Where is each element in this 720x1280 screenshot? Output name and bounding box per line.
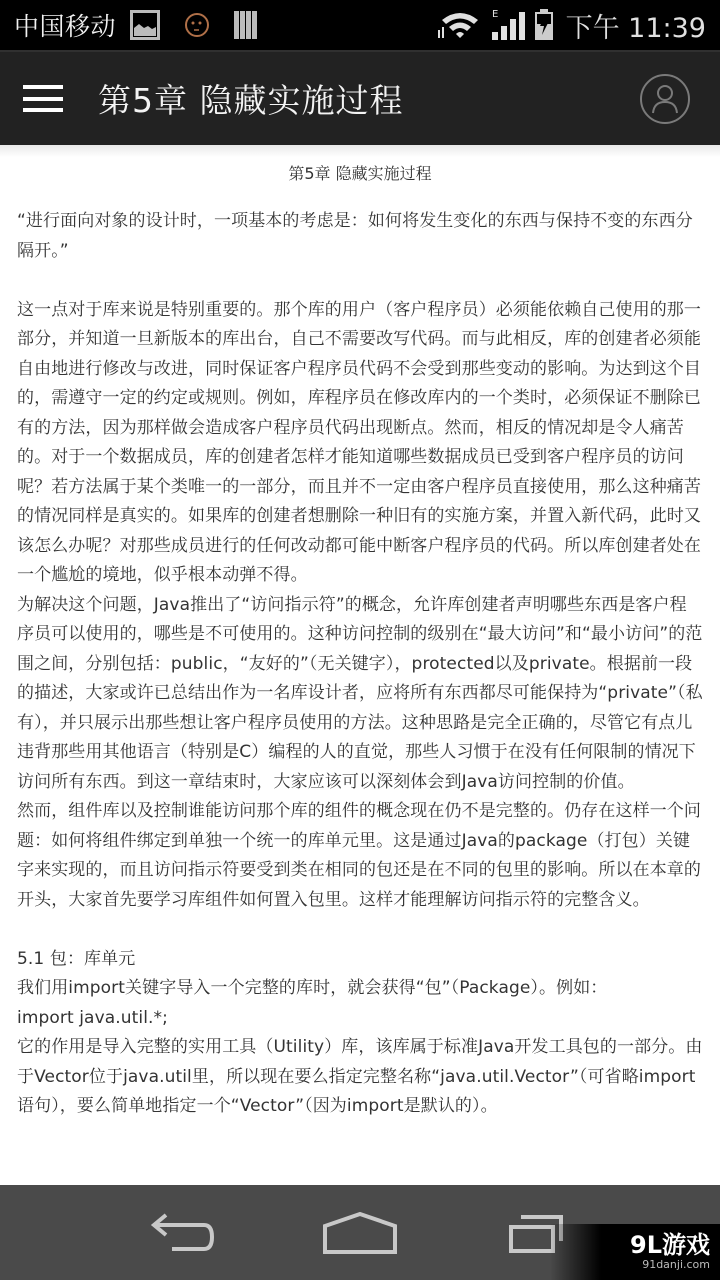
chapter-heading: 第5章 隐藏实施过程 bbox=[288, 164, 432, 183]
status-bar bbox=[0, 0, 720, 50]
user-icon bbox=[650, 83, 680, 115]
back-icon bbox=[148, 1211, 218, 1255]
blank-line bbox=[17, 915, 703, 945]
code-line-import: import java.util.*; bbox=[17, 1007, 168, 1028]
home-icon bbox=[322, 1212, 398, 1254]
page-title: 第5章 隐藏实施过程 bbox=[98, 81, 404, 120]
status-right bbox=[438, 6, 706, 45]
paragraph-utility: 它的作用是导入完整的实用工具（Utility）库，该库属于标准Java开发工具包的一部分。由于Vector位于java.util里，所以现在要么指定完整名称“java.util.Vector”（可省略import语句），要么简单地指定一个“Vector”（因为import是默认的）。 bbox=[17, 1037, 703, 1116]
blank-line bbox=[17, 266, 703, 296]
signal-e-icon bbox=[490, 8, 526, 42]
paragraph-quote: “进行面向对象的设计时，一项基本的考虑是：如何将发生变化的东西与保持不变的东西分隔开。” bbox=[17, 211, 693, 261]
watermark-logo: 9L游戏 bbox=[630, 1231, 710, 1259]
profile-button[interactable] bbox=[640, 74, 690, 124]
barcode-icon bbox=[234, 10, 258, 40]
wifi-icon bbox=[438, 10, 482, 40]
gallery-icon bbox=[130, 10, 160, 40]
back-button[interactable] bbox=[138, 1203, 228, 1263]
article-content[interactable] bbox=[0, 145, 720, 1185]
paragraph-access-specifiers: 为解决这个问题，Java推出了“访问指示符”的概念，允许库创建者声明哪些东西是客户程序员可以使用的，哪些是不可使用的。这种访问控制的级别在“最大访问”和“最小访问”的范围之间，分别包括：public，“友好的”（无关键字），protected以及private。根据前一段的描述，大家或许已总结出作为一名库设计者，应将所有东西都尽可能保持为“private”（私有），并只展示出那些想让客户程序员使用的方法。这种思路是完全正确的，尽管它有点儿违背那些用其他语言（特别是C）编程的人的直觉，那些人习惯于在没有任何限制的情况下访问所有东西。到这一章结束时，大家应该可以深刻体会到Java访问控制的价值。 bbox=[17, 594, 703, 792]
status-left bbox=[14, 7, 258, 43]
hamburger-icon bbox=[23, 85, 63, 112]
app-bar bbox=[0, 50, 720, 145]
section-heading-5-1: 5.1 包：库单元 bbox=[17, 948, 136, 969]
paragraph-library-importance: 这一点对于库来说是特别重要的。那个库的用户（客户程序员）必须能依赖自己使用的那一部分，并知道一旦新版本的库出台，自己不需要改写代码。而与此相反，库的创建者必须能自由地进行修改与改进，同时保证客户程序员代码不会受到那些变动的影响。为达到这个目的，需遵守一定的约定或规则。例如，库程序员在修改库内的一个类时，必须保证不删除已有的方法，因为那样做会造成客户程序员代码出现断点。然而，相反的情况却是令人痛苦的。对于一个数据成员，库的创建者怎样才能知道哪些数据成员已受到客户程序员的访问呢？若方法属于某个类唯一的一部分，而且并不一定由客户程序员直接使用，那么这种痛苦的情况同样是真实的。如果库的创建者想删除一种旧有的实施方案，并置入新代码，此时又该怎么办呢？对那些成员进行的任何改动都可能中断客户程序员的代码。所以库创建者处在一个尴尬的境地，似乎根本动弹不得。 bbox=[17, 299, 701, 585]
carrier-name: 中国移动 bbox=[14, 12, 117, 41]
battery-charging-icon bbox=[534, 9, 554, 41]
paragraph-package-intro: 然而，组件库以及控制谁能访问那个库的组件的概念现在仍不是完整的。仍存在这样一个问题：如何将组件绑定到单独一个统一的库单元里。这是通过Java的package（打包）关键字来实现的，而且访问指示符要受到类在相同的包还是在不同的包里的影响。所以在本章的开头，大家首先要学习库组件如何置入包里。这样才能理解访问指示符的完整含义。 bbox=[17, 801, 701, 910]
paragraph-import: 我们用import关键字导入一个完整的库时，就会获得“包”（Package）。例如： bbox=[17, 978, 608, 998]
clock: 下午 11:39 bbox=[565, 12, 706, 44]
watermark bbox=[550, 1224, 720, 1280]
face-icon bbox=[184, 12, 210, 38]
watermark-url: 91danji.com bbox=[642, 1258, 710, 1271]
svg-text:E: E bbox=[491, 9, 498, 20]
menu-button[interactable] bbox=[0, 51, 98, 146]
home-button[interactable] bbox=[315, 1203, 405, 1263]
